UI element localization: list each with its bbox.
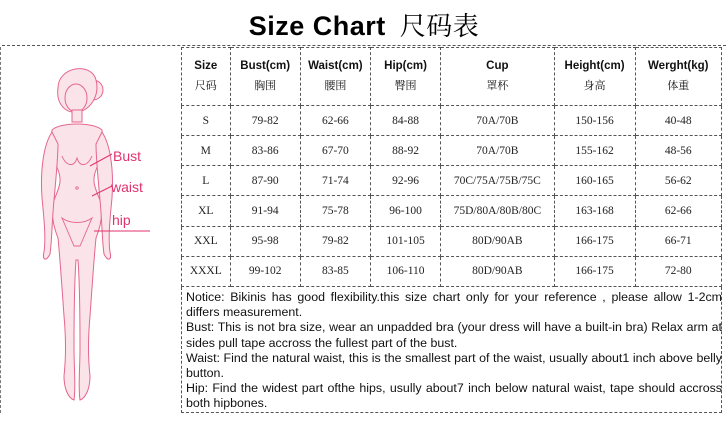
cell-weight: 66-71	[635, 226, 721, 256]
cell-bust: 99-102	[230, 256, 300, 286]
cell-cup: 80D/90AB	[441, 226, 554, 256]
header-height: Height(cm) 身高	[554, 48, 635, 106]
cell-size: XL	[182, 196, 231, 226]
cell-waist: 79-82	[300, 226, 370, 256]
header-waist: Waist(cm) 腰围	[300, 48, 370, 106]
cell-hip: 92-96	[370, 166, 440, 196]
table-row	[182, 166, 722, 196]
cell-hip: 88-92	[370, 136, 440, 166]
page-title	[0, 6, 728, 43]
header-cup: Cup 罩杯	[441, 48, 554, 106]
cell-height: 166-175	[554, 226, 635, 256]
cell-hip: 84-88	[370, 106, 440, 136]
cell-waist: 83-85	[300, 256, 370, 286]
bust-label: Bust	[113, 148, 142, 164]
waist-note: Waist: Find the natural waist, this is the smallest part of the waist, usually about1 inch above belly button.	[186, 350, 722, 381]
table-row	[182, 196, 722, 226]
cell-size: XXXL	[182, 256, 231, 286]
title-divider	[2, 45, 726, 46]
table-row	[182, 136, 722, 166]
header-hip: Hip(cm) 臀围	[370, 48, 440, 106]
cell-cup: 75D/80A/80B/80C	[441, 196, 554, 226]
cell-size: M	[182, 136, 231, 166]
cell-waist: 62-66	[300, 106, 370, 136]
cell-weight: 40-48	[635, 106, 721, 136]
title-en: Size Chart	[248, 11, 386, 41]
cell-hip: 96-100	[370, 196, 440, 226]
cell-waist: 67-70	[300, 136, 370, 166]
cell-waist: 71-74	[300, 166, 370, 196]
cell-cup: 70A/70B	[441, 136, 554, 166]
size-table	[181, 47, 722, 287]
cell-waist: 75-78	[300, 196, 370, 226]
cell-weight: 56-62	[635, 166, 721, 196]
cell-weight: 72-80	[635, 256, 721, 286]
cell-height: 166-175	[554, 256, 635, 286]
cell-cup: 70A/70B	[441, 106, 554, 136]
body-figure	[0, 48, 182, 418]
cell-height: 160-165	[554, 166, 635, 196]
hip-note: Hip: Find the widest part ofthe hips, usully about7 inch below natural waist, tape should accross both hipbones.	[186, 381, 722, 411]
hip-label: hip	[112, 212, 131, 228]
waist-label: waist	[111, 179, 143, 195]
cell-cup: 80D/90AB	[441, 256, 554, 286]
title-cn: 尺码表	[399, 12, 480, 42]
header-weight: Werght(kg) 体重	[635, 48, 721, 106]
cell-bust: 91-94	[230, 196, 300, 226]
cell-height: 150-156	[554, 106, 635, 136]
cell-size: XXL	[182, 226, 231, 256]
cell-size: L	[182, 166, 231, 196]
cell-bust: 95-98	[230, 226, 300, 256]
cell-height: 163-168	[554, 196, 635, 226]
bust-note: Bust: This is not bra size, wear an unpadded bra (your dress will have a built-in bra) Relax arm at sides pull tape accross the fullest part of the bust.	[186, 320, 722, 350]
cell-bust: 83-86	[230, 136, 300, 166]
cell-height: 155-162	[554, 136, 635, 166]
notes-section	[186, 290, 722, 412]
table-row	[182, 106, 722, 136]
cell-bust: 87-90	[230, 166, 300, 196]
header-size: Size 尺码	[182, 48, 231, 106]
cell-hip: 101-105	[370, 226, 440, 256]
cell-size: S	[182, 106, 231, 136]
cell-weight: 48-56	[635, 136, 721, 166]
cell-cup: 70C/75A/75B/75C	[441, 166, 554, 196]
cell-bust: 79-82	[230, 106, 300, 136]
cell-weight: 62-66	[635, 196, 721, 226]
cell-hip: 106-110	[370, 256, 440, 286]
table-row	[182, 256, 722, 286]
table-header-row	[182, 48, 722, 106]
notice-text: Notice: Bikinis has good flexibility.this size chart only for your reference , please allow 1-2cm differs measurement.	[186, 290, 722, 320]
table-row	[182, 226, 722, 256]
body-silhouette-icon	[0, 48, 182, 418]
header-bust: Bust(cm) 胸围	[230, 48, 300, 106]
